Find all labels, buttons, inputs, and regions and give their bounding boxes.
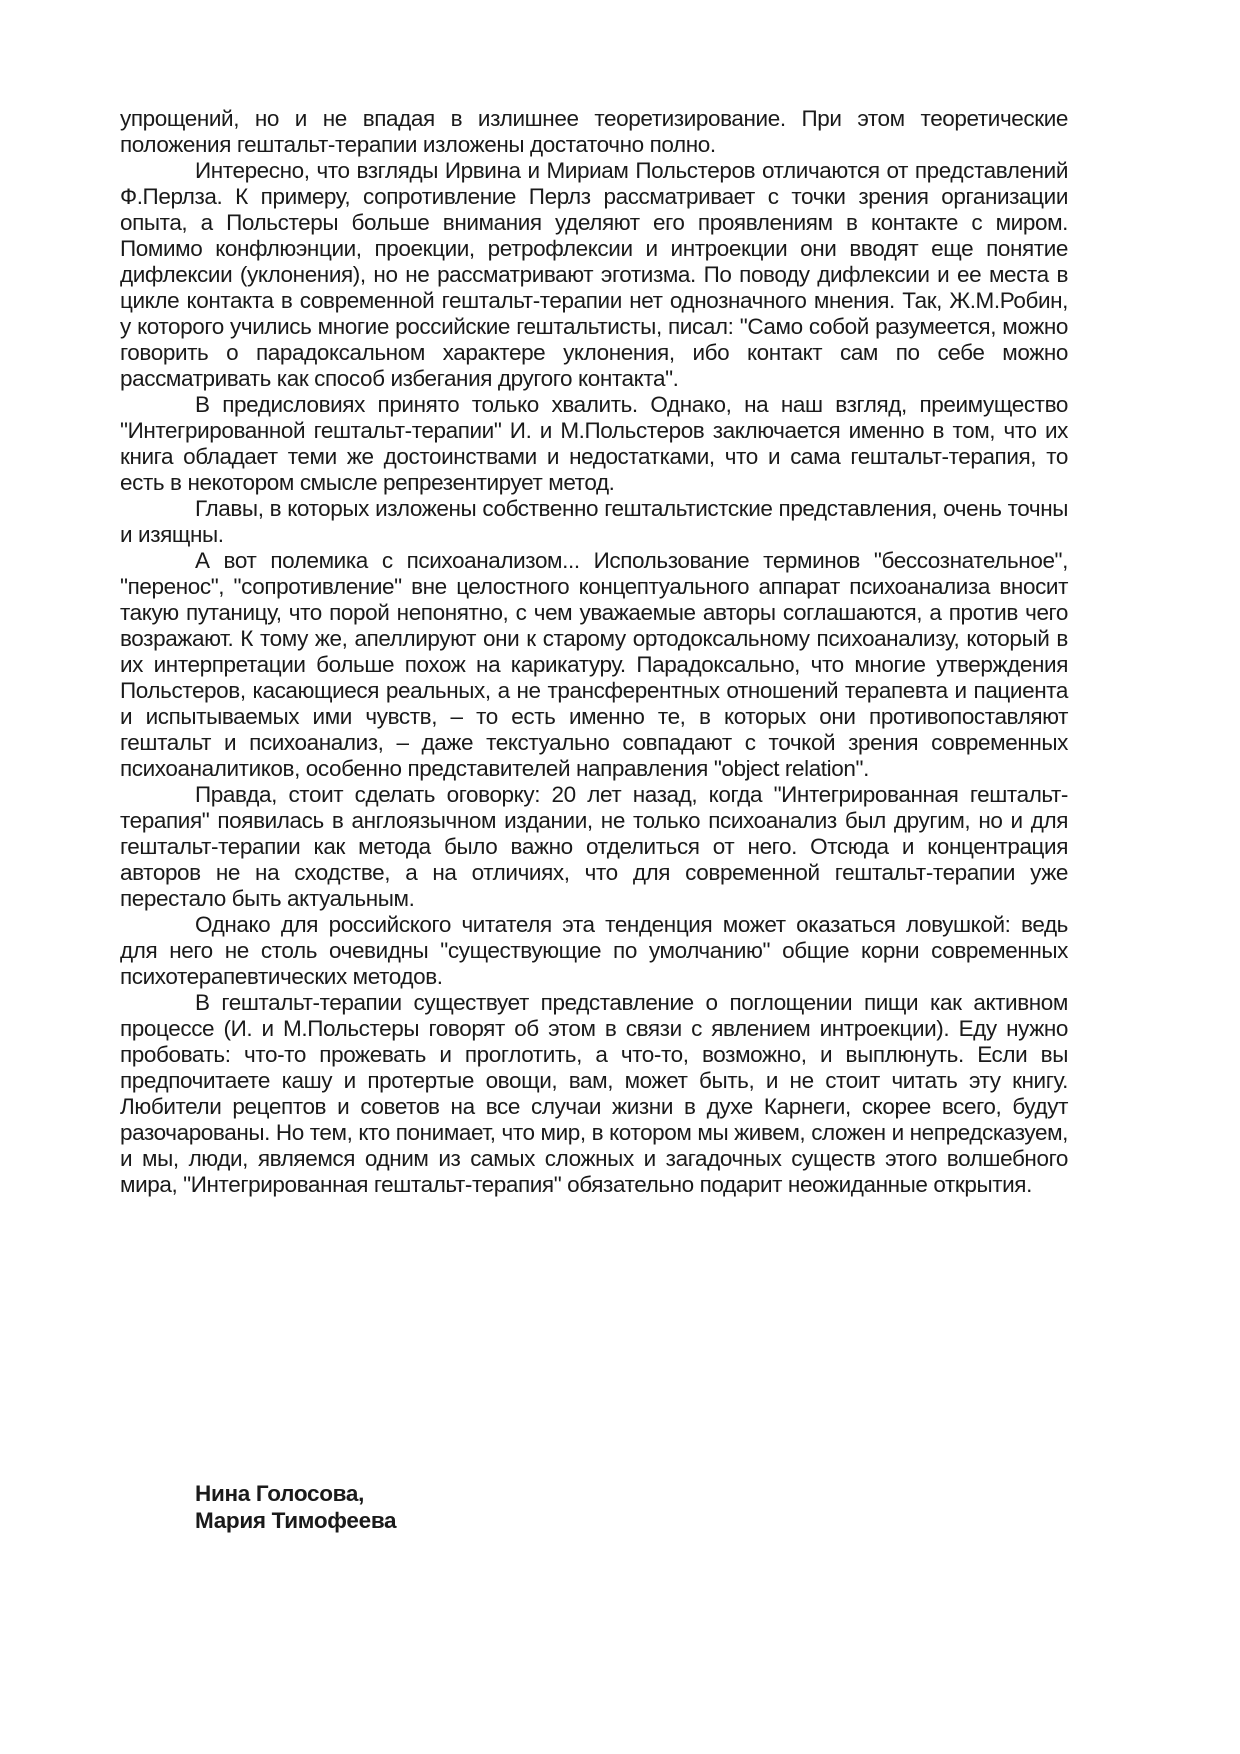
paragraph-8: В гештальт-терапии существует представление о поглощении пищи как активном процессе (И. и М.Польстеры говорят об этом в связи с явлением интроекции). Еду нужно пробовать: что-то прожевать и проглотить, а что-то, возможно, и выплюнуть. Если вы предпочитаете кашу и протертые овощи, вам, может быть, и не стоит читать эту книгу. Любители рецептов и советов на все случаи жизни в духе Карнеги, скорее всего, будут разочарованы. Но тем, кто понимает, что мир, в котором мы живем, сложен и непредсказуем, и мы, люди, являемся одним из самых сложных и загадочных существ этого волшебного мира, "Интегрированная гештальт-терапия" обязательно подарит неожиданные открытия.	[120, 990, 1068, 1197]
paragraph-3: В предисловиях принято только хвалить. Однако, на наш взгляд, преимущество "Интегрированной гештальт-терапии" И. и М.Польстеров заключается именно в том, что их книга обладает теми же достоинствами и недостатками, что и сама гештальт-терапия, то есть в некотором смысле репрезентирует метод.	[120, 392, 1068, 495]
document-body	[120, 106, 1068, 1198]
paragraph-7: Однако для российского читателя эта тенденция может оказаться ловушкой: ведь для него не столь очевидны "существующие по умолчанию" общие корни современных психотерапевтических методов.	[120, 912, 1068, 989]
paragraph-1: упрощений, но и не впадая в излишнее теоретизирование. При этом теоретические положения гештальт-терапии изложены достаточно полно.	[120, 106, 1068, 157]
signature-block	[195, 1480, 396, 1534]
signature-author-1: Нина Голосова,	[195, 1481, 365, 1506]
paragraph-4: Главы, в которых изложены собственно гештальтистские представления, очень точны и изящны.	[120, 496, 1068, 547]
paragraph-6: Правда, стоит сделать оговорку: 20 лет назад, когда "Интегрированная гештальт-терапия" появилась в англоязычном издании, не только психоанализ был другим, но и для гештальт-терапии как метода было важно отделиться от него. Отсюда и концентрация авторов не на сходстве, а на отличиях, что для современной гештальт-терапии уже перестало быть актуальным.	[120, 782, 1068, 911]
paragraph-2: Интересно, что взгляды Ирвина и Мириам Польстеров отличаются от представлений Ф.Перлза. К примеру, сопротивление Перлз рассматривает с точки зрения организации опыта, а Польстеры больше внимания уделяют его проявлениям в контакте с миром. Помимо конфлюэнции, проекции, ретрофлексии и интроекции они вводят еще понятие дифлексии (уклонения), но не рассматривают эготизма. По поводу дифлексии и ее места в цикле контакта в современной гештальт-терапии нет однозначного мнения. Так, Ж.М.Робин, у которого учились многие российские гештальтисты, писал: "Само собой разумеется, можно говорить о парадоксальном характере уклонения, ибо контакт сам по себе можно рассматривать как способ избегания другого контакта".	[120, 158, 1068, 391]
signature-author-2: Мария Тимофеева	[195, 1508, 397, 1533]
paragraph-5: А вот полемика с психоанализом... Использование терминов "бессознательное", "перенос", "сопротивление" вне целостного концептуального аппарат психоанализа вносит такую путаницу, что порой непонятно, с чем уважаемые авторы соглашаются, а против чего возражают. К тому же, апеллируют они к старому ортодоксальному психоанализу, который в их интерпретации больше похож на карикатуру. Парадоксально, что многие утверждения Польстеров, касающиеся реальных, а не трансферентных отношений терапевта и пациента и испытываемых ими чувств, – то есть именно те, в которых они противопоставляют гештальт и психоанализ, – даже текстуально совпадают с точкой зрения современных психоаналитиков, особенно представителей направления "object relation".	[120, 548, 1068, 781]
